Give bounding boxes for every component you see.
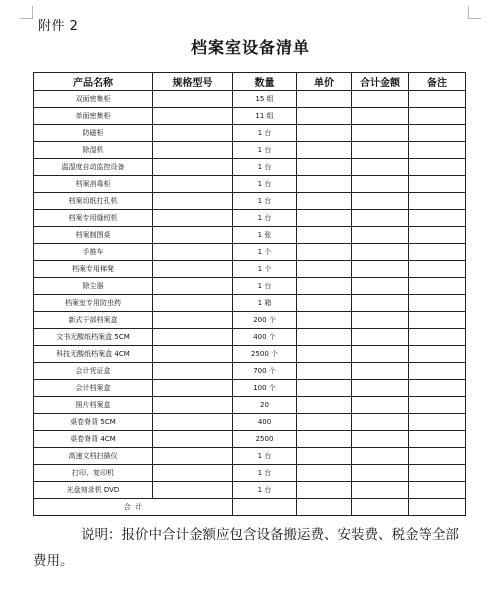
unit-price-cell (297, 397, 352, 414)
table-row (34, 142, 466, 159)
table-total-row (34, 499, 466, 516)
spec-model-cell (153, 159, 233, 176)
remarks-cell (409, 210, 466, 227)
quantity-cell: 20 (233, 397, 297, 414)
spec-model-cell (153, 346, 233, 363)
table-row (34, 363, 466, 380)
unit-price-cell (297, 193, 352, 210)
spec-model-cell (153, 261, 233, 278)
product-name-cell: 档案消毒柜 (34, 176, 153, 193)
quantity-cell: 100 个 (233, 380, 297, 397)
spec-model-cell (153, 448, 233, 465)
spec-model-cell (153, 363, 233, 380)
product-name-cell: 照片档案盒 (34, 397, 153, 414)
unit-price-cell (297, 108, 352, 125)
product-name-cell: 桌卷脊背 4CM (34, 431, 153, 448)
unit-price-cell (297, 380, 352, 397)
spec-model-cell (153, 176, 233, 193)
unit-price-cell (297, 91, 352, 108)
unit-price-cell (297, 244, 352, 261)
quantity-cell: 1 台 (233, 448, 297, 465)
product-name-cell: 双面密集柜 (34, 91, 153, 108)
header-remarks: 备注 (409, 73, 466, 91)
product-name-cell: 手推车 (34, 244, 153, 261)
total-amount-cell (352, 431, 409, 448)
remarks-cell (409, 278, 466, 295)
total-amount-cell (352, 414, 409, 431)
product-name-cell: 新式干部档案盒 (34, 312, 153, 329)
spec-model-cell (153, 91, 233, 108)
product-name-cell: 档案室专用防虫药 (34, 295, 153, 312)
remarks-cell (409, 142, 466, 159)
table-row (34, 227, 466, 244)
total-amount-cell (352, 108, 409, 125)
unit-price-cell (297, 482, 352, 499)
product-name-cell: 打印、复印机 (34, 465, 153, 482)
total-amount-cell (352, 363, 409, 380)
total-amount-cell (352, 193, 409, 210)
total-amount-cell (352, 499, 409, 516)
unit-price-cell (297, 278, 352, 295)
header-total-amount: 合计金额 (352, 73, 409, 91)
total-amount-cell (352, 159, 409, 176)
remarks-cell (409, 176, 466, 193)
remarks-cell (409, 312, 466, 329)
table-row (34, 91, 466, 108)
product-name-cell: 会计凭证盒 (34, 363, 153, 380)
unit-price-cell (297, 295, 352, 312)
product-name-cell: 档案制图桌 (34, 227, 153, 244)
spec-model-cell (153, 482, 233, 499)
note-paragraph: 说明：报价中合计金额应包含设备搬运费、安装费、税金等全部费用。 (33, 527, 459, 569)
table-row (34, 465, 466, 482)
total-amount-cell (352, 397, 409, 414)
product-name-cell: 高速文档扫描仪 (34, 448, 153, 465)
total-amount-cell (352, 210, 409, 227)
product-name-cell: 科技无酸纸档案盒 4CM (34, 346, 153, 363)
table-row (34, 295, 466, 312)
unit-price-cell (297, 227, 352, 244)
spec-model-cell (153, 278, 233, 295)
product-name-cell: 防磁柜 (34, 125, 153, 142)
unit-price-cell (297, 312, 352, 329)
total-amount-cell (352, 329, 409, 346)
total-amount-cell (352, 227, 409, 244)
product-name-cell: 档案切纸打孔机 (34, 193, 153, 210)
quantity-cell: 2500 (233, 431, 297, 448)
total-amount-cell (352, 244, 409, 261)
product-name-cell: 桌卷脊背 5CM (34, 414, 153, 431)
unit-price-cell (297, 414, 352, 431)
remarks-cell (409, 465, 466, 482)
total-amount-cell (352, 278, 409, 295)
remarks-cell (409, 397, 466, 414)
total-label: 合 计 (34, 499, 233, 516)
table-header-row (34, 73, 466, 91)
spec-model-cell (153, 244, 233, 261)
remarks-cell (409, 159, 466, 176)
total-amount-cell (352, 142, 409, 159)
remarks-cell (409, 295, 466, 312)
spec-model-cell (153, 295, 233, 312)
quantity-cell: 400 个 (233, 329, 297, 346)
header-product-name: 产品名称 (34, 73, 153, 91)
equipment-table (33, 72, 466, 516)
table-row (34, 346, 466, 363)
spec-model-cell (153, 465, 233, 482)
spec-model-cell (153, 193, 233, 210)
quantity-cell: 1 台 (233, 193, 297, 210)
remarks-cell (409, 261, 466, 278)
table-row (34, 159, 466, 176)
quantity-cell: 1 台 (233, 465, 297, 482)
quantity-cell: 400 (233, 414, 297, 431)
remarks-cell (409, 448, 466, 465)
remarks-cell (409, 125, 466, 142)
unit-price-cell (297, 363, 352, 380)
table-row (34, 431, 466, 448)
spec-model-cell (153, 312, 233, 329)
spec-model-cell (153, 431, 233, 448)
remarks-cell (409, 431, 466, 448)
quantity-cell: 11 组 (233, 108, 297, 125)
unit-price-cell (297, 431, 352, 448)
quantity-cell: 2500 个 (233, 346, 297, 363)
remarks-cell (409, 108, 466, 125)
remarks-cell (409, 329, 466, 346)
table-row (34, 193, 466, 210)
spec-model-cell (153, 414, 233, 431)
quantity-cell: 1 台 (233, 176, 297, 193)
table-row (34, 329, 466, 346)
remarks-cell (409, 227, 466, 244)
spec-model-cell (153, 108, 233, 125)
total-amount-cell (352, 91, 409, 108)
remarks-cell (409, 91, 466, 108)
document-title: 档案室设备清单 (190, 38, 310, 57)
product-name-cell: 文书无酸纸档案盒 5CM (34, 329, 153, 346)
unit-price-cell (297, 176, 352, 193)
product-name-cell: 档案专用梯凳 (34, 261, 153, 278)
unit-price-cell (297, 125, 352, 142)
remarks-cell (409, 380, 466, 397)
product-name-cell: 温湿度自动监控设备 (34, 159, 153, 176)
product-name-cell: 除尘器 (34, 278, 153, 295)
table-row (34, 108, 466, 125)
spec-model-cell (153, 380, 233, 397)
quantity-cell: 700 个 (233, 363, 297, 380)
table-row (34, 414, 466, 431)
unit-price-cell (297, 329, 352, 346)
table-row (34, 482, 466, 499)
header-spec-model: 规格型号 (153, 73, 233, 91)
quantity-cell: 1 台 (233, 142, 297, 159)
total-quantity-cell (233, 499, 297, 516)
total-amount-cell (352, 261, 409, 278)
unit-price-cell (297, 159, 352, 176)
total-amount-cell (352, 465, 409, 482)
table-row (34, 312, 466, 329)
quantity-cell: 15 组 (233, 91, 297, 108)
spec-model-cell (153, 397, 233, 414)
table-row (34, 261, 466, 278)
remarks-cell (409, 414, 466, 431)
table-row (34, 278, 466, 295)
quantity-cell: 200 个 (233, 312, 297, 329)
product-name-cell: 除湿机 (34, 142, 153, 159)
unit-price-cell (297, 142, 352, 159)
total-amount-cell (352, 448, 409, 465)
quantity-cell: 1 个 (233, 244, 297, 261)
total-amount-cell (352, 346, 409, 363)
total-unit-price-cell (297, 499, 352, 516)
quantity-cell: 1 台 (233, 278, 297, 295)
product-name-cell: 单面密集柜 (34, 108, 153, 125)
remarks-cell (409, 193, 466, 210)
unit-price-cell (297, 448, 352, 465)
quantity-cell: 1 个 (233, 261, 297, 278)
page-corner-mark-right (468, 6, 481, 19)
unit-price-cell (297, 261, 352, 278)
product-name-cell: 会计档案盒 (34, 380, 153, 397)
table-row (34, 176, 466, 193)
quantity-cell: 1 台 (233, 159, 297, 176)
quantity-cell: 1 张 (233, 227, 297, 244)
product-name-cell: 光盘刻录机 DVD (34, 482, 153, 499)
page-corner-mark-left (20, 6, 33, 19)
total-remarks-cell (409, 499, 466, 516)
unit-price-cell (297, 346, 352, 363)
unit-price-cell (297, 210, 352, 227)
table-body (34, 91, 466, 499)
total-amount-cell (352, 125, 409, 142)
total-amount-cell (352, 482, 409, 499)
remarks-cell (409, 346, 466, 363)
total-amount-cell (352, 176, 409, 193)
table-row (34, 380, 466, 397)
spec-model-cell (153, 142, 233, 159)
spec-model-cell (153, 210, 233, 227)
table-row (34, 210, 466, 227)
quantity-cell: 1 台 (233, 482, 297, 499)
table-row (34, 244, 466, 261)
attachment-label: 附件 2 (38, 19, 79, 34)
quantity-cell: 1 箱 (233, 295, 297, 312)
remarks-cell (409, 482, 466, 499)
quantity-cell: 1 台 (233, 125, 297, 142)
header-unit-price: 单价 (297, 73, 352, 91)
quantity-cell: 1 台 (233, 210, 297, 227)
total-amount-cell (352, 295, 409, 312)
total-amount-cell (352, 312, 409, 329)
spec-model-cell (153, 125, 233, 142)
table-row (34, 397, 466, 414)
unit-price-cell (297, 465, 352, 482)
product-name-cell: 档案专用缝纫机 (34, 210, 153, 227)
table-row (34, 125, 466, 142)
remarks-cell (409, 363, 466, 380)
table-row (34, 448, 466, 465)
header-quantity: 数量 (233, 73, 297, 91)
spec-model-cell (153, 329, 233, 346)
total-amount-cell (352, 380, 409, 397)
spec-model-cell (153, 227, 233, 244)
remarks-cell (409, 244, 466, 261)
